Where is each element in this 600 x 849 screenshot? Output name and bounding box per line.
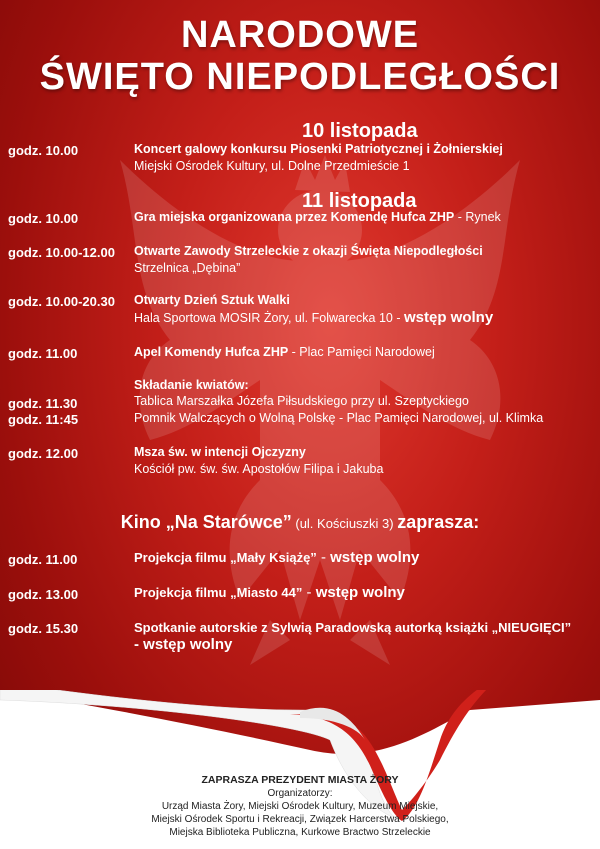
event-location: - Rynek xyxy=(454,210,501,224)
footer-invite: ZAPRASZA PREZYDENT MIASTA ŻORY xyxy=(201,774,399,786)
separator: - xyxy=(302,584,316,601)
book-title: „NIEUGIĘCI” xyxy=(491,620,572,635)
cinema-address: (ul. Kościuszki 3) xyxy=(291,516,398,531)
event-time: godz. 11.00 xyxy=(8,552,78,567)
event-title: Projekcja filmu „Miasto 44” xyxy=(134,585,303,600)
event-title: Apel Komendy Hufca ZHP xyxy=(134,345,289,359)
free-entry-label: wstęp wolny xyxy=(315,584,405,601)
event-description xyxy=(134,549,594,566)
date-heading-11-november: 11 listopada xyxy=(302,190,417,212)
event-description xyxy=(134,619,594,653)
footer-organizers-line2: Miejski Ośrodek Sportu i Rekreacji, Związek Harcerstwa Polskiego, xyxy=(151,814,449,825)
footer-organizers-line1: Urząd Miasta Żory, Miejski Ośrodek Kultury, Muzeum Miejskie, xyxy=(161,801,439,812)
event-title: Spotkanie autorskie xyxy=(134,620,258,635)
event-title: Otwarte Zawody Strzeleckie z okazji Święta Niepodległości xyxy=(134,244,483,258)
event-location: Pomnik Walczących o Wolną Polskę - Plac Pamięci Narodowej, ul. Klimka xyxy=(134,411,544,425)
free-entry-label: wstęp wolny xyxy=(404,309,494,326)
event-time: godz. 11.00 xyxy=(8,346,78,361)
event-time: godz. 10.00 xyxy=(8,211,79,226)
footer-organizers-line3: Miejska Biblioteka Publiczna, Kurkowe Bractwo Strzeleckie xyxy=(169,827,431,838)
event-title: Msza św. w intencji Ojczyzny xyxy=(134,445,306,459)
event-title: Koncert galowy konkursu Piosenki Patriotycznej i Żołnierskiej xyxy=(134,142,503,156)
event-time: godz. 10.00-12.00 xyxy=(8,245,115,260)
free-entry-label: - wstęp wolny xyxy=(134,636,233,653)
event-description xyxy=(134,444,594,478)
event-detail: z Sylwią Paradowską autorką książki xyxy=(257,620,492,635)
event-description xyxy=(134,584,594,601)
event-location: Tablica Marszałka Józefa Piłsudskiego przy ul. Szeptyckiego xyxy=(134,394,469,408)
event-description xyxy=(134,243,594,277)
date-heading-10-november: 10 listopada xyxy=(302,120,418,142)
event-time: godz. 13.00 xyxy=(8,587,79,602)
event-time: godz. 10.00 xyxy=(8,143,79,158)
event-title: Projekcja filmu „Mały Książę” xyxy=(134,550,317,565)
event-time: godz. 10.00-20.30 xyxy=(8,294,115,309)
event-time: godz. 15.30 xyxy=(8,621,79,636)
event-description xyxy=(134,344,594,361)
flowers-heading: Składanie kwiatów: xyxy=(134,378,249,392)
event-time: godz. 11:45 xyxy=(8,412,79,427)
event-title: Otwarty Dzień Sztuk Walki xyxy=(134,293,290,307)
event-location: - Plac Pamięci Narodowej xyxy=(288,345,435,359)
cinema-heading xyxy=(0,512,600,533)
event-location: Strzelnica „Dębina” xyxy=(134,261,241,275)
cinema-invite: zaprasza: xyxy=(397,512,480,532)
event-time: godz. 12.00 xyxy=(8,446,79,461)
event-description xyxy=(134,292,594,327)
event-time: godz. 11.30 xyxy=(8,396,78,411)
event-location: Kościół pw. św. św. Apostołów Filipa i Jakuba xyxy=(134,462,384,476)
event-title: Gra miejska organizowana przez Komendę Hufca ZHP xyxy=(134,210,455,224)
event-description xyxy=(134,141,594,175)
page-title-line1: NARODOWE xyxy=(180,14,420,56)
footer xyxy=(0,774,600,839)
cinema-name: Kino „Na Starówce” xyxy=(120,512,292,532)
event-description xyxy=(134,209,594,226)
free-entry-label: wstęp wolny xyxy=(330,549,420,566)
separator: - xyxy=(316,549,331,566)
footer-organizers-label: Organizatorzy: xyxy=(267,788,333,799)
event-location: Hala Sportowa MOSIR Żory, ul. Folwarecka 10 - xyxy=(134,311,404,325)
event-location: Miejski Ośrodek Kultury, ul. Dolne Przedmieście 1 xyxy=(134,159,410,173)
page-title-line2: ŚWIĘTO NIEPODLEGŁOŚCI xyxy=(39,56,561,98)
